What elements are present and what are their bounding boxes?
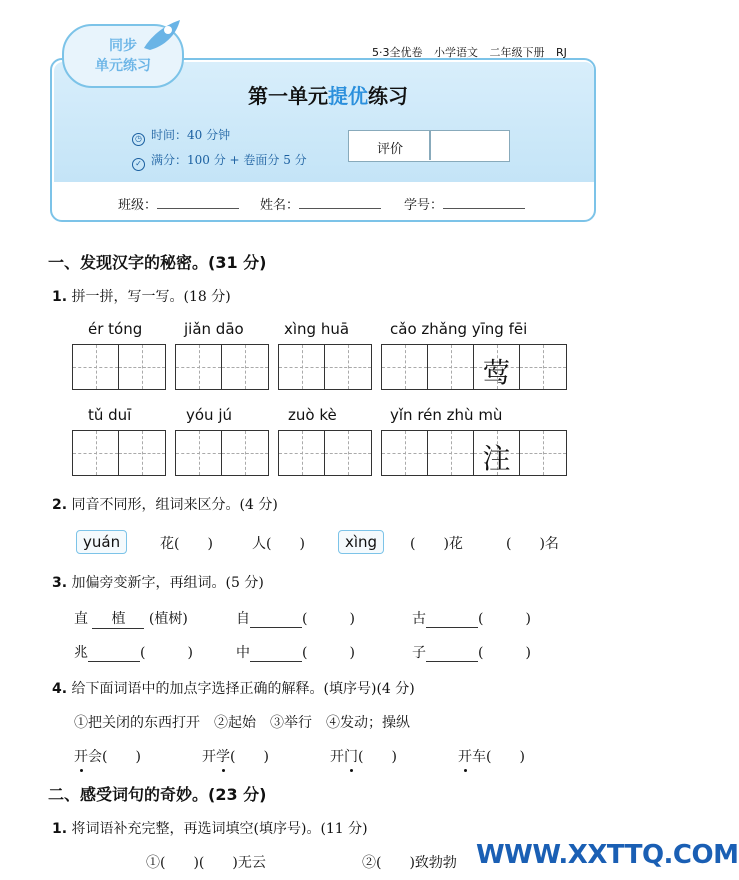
pinyin: yóu jú: [186, 406, 233, 424]
answer-blank[interactable]: ( )花: [410, 536, 463, 552]
series-grade: 二年级下册: [489, 46, 545, 59]
class-field[interactable]: 班级：: [118, 194, 239, 213]
pinyin: xìng huā: [284, 320, 350, 338]
writing-grid[interactable]: [278, 430, 372, 476]
watermark: WWW.XXTTQ.COM: [476, 840, 739, 870]
pinyin: jiǎn dāo: [184, 320, 244, 338]
fill-item[interactable]: ②( )致勃勃: [362, 855, 457, 871]
radical-item[interactable]: 古 ( ): [412, 611, 531, 627]
fill-item[interactable]: ①( )( )无云: [146, 855, 266, 871]
writing-grid[interactable]: [381, 430, 567, 476]
word-item[interactable]: 开门( ): [330, 749, 397, 765]
series-book: 5·3全优卷: [372, 46, 423, 59]
writing-grid[interactable]: [175, 430, 269, 476]
eval-label: 评价: [377, 142, 404, 157]
series-subject: 小学语文: [434, 46, 478, 59]
name-field[interactable]: 姓名：: [260, 194, 381, 213]
q2-prompt: 2. 同音不同形，组词来区分。(4 分): [52, 497, 278, 513]
pinyin-card: yuán: [76, 530, 127, 554]
pinyin: yǐn rén zhù mù: [390, 406, 503, 424]
given-char: 莺: [482, 356, 511, 389]
evaluation-box[interactable]: [348, 130, 510, 162]
q3-prompt: 3. 加偏旁变新字，再组词。(5 分): [52, 575, 264, 591]
answer-blank[interactable]: 人( ): [252, 536, 305, 552]
answer-blank[interactable]: ( )名: [506, 536, 559, 552]
check-icon: ✓: [132, 158, 145, 171]
pinyin: zuò kè: [288, 406, 337, 424]
pinyin: ér tóng: [88, 320, 143, 338]
badge-line2: 单元练习: [95, 58, 151, 74]
word-item[interactable]: 开会( ): [74, 749, 141, 765]
rocket-icon: [140, 16, 186, 52]
radical-item[interactable]: 中 ( ): [236, 645, 355, 661]
section1-heading: 一、发现汉字的秘密。(31 分): [48, 253, 267, 272]
radical-item[interactable]: 直 植 (植树): [74, 608, 188, 629]
pinyin: tǔ duī: [88, 406, 132, 424]
radical-item[interactable]: 自 ( ): [236, 611, 355, 627]
pinyin: cǎo zhǎng yīng fēi: [390, 320, 528, 338]
writing-grid[interactable]: [278, 344, 372, 390]
time-info: ◷ 时间：40 分钟: [132, 126, 230, 146]
q1-prompt: 1. 拼一拼，写一写。(18 分): [52, 289, 231, 305]
clock-icon: ◷: [132, 133, 145, 146]
word-item[interactable]: 开学( ): [202, 749, 269, 765]
series-info: [372, 44, 575, 60]
id-field[interactable]: 学号：: [404, 194, 525, 213]
writing-grid[interactable]: [72, 430, 166, 476]
page-title: 第一单元提优练习: [248, 84, 408, 108]
radical-item[interactable]: 子 ( ): [412, 645, 531, 661]
writing-grid[interactable]: [175, 344, 269, 390]
given-char: 注: [482, 442, 511, 475]
q4-prompt: 4. 给下面词语中的加点字选择正确的解释。(填序号)(4 分): [52, 681, 415, 697]
word-item[interactable]: 开车( ): [458, 749, 525, 765]
radical-item[interactable]: 兆 ( ): [74, 645, 193, 661]
s2-q1-prompt: 1. 将词语补充完整，再选词填空(填序号)。(11 分): [52, 821, 368, 837]
section2-heading: 二、感受词句的奇妙。(23 分): [48, 785, 267, 804]
options-list: ①把关闭的东西打开 ②起始 ③举行 ④发动；操纵: [74, 715, 410, 731]
series-edition: RJ: [556, 46, 567, 59]
answer-blank[interactable]: 花( ): [160, 536, 213, 552]
pinyin-card: xìng: [338, 530, 384, 554]
writing-grid[interactable]: [381, 344, 567, 390]
score-info: ✓ 满分：100 分 + 卷面分 5 分: [132, 151, 307, 171]
badge-line1: 同步: [109, 38, 137, 54]
writing-grid[interactable]: [72, 344, 166, 390]
